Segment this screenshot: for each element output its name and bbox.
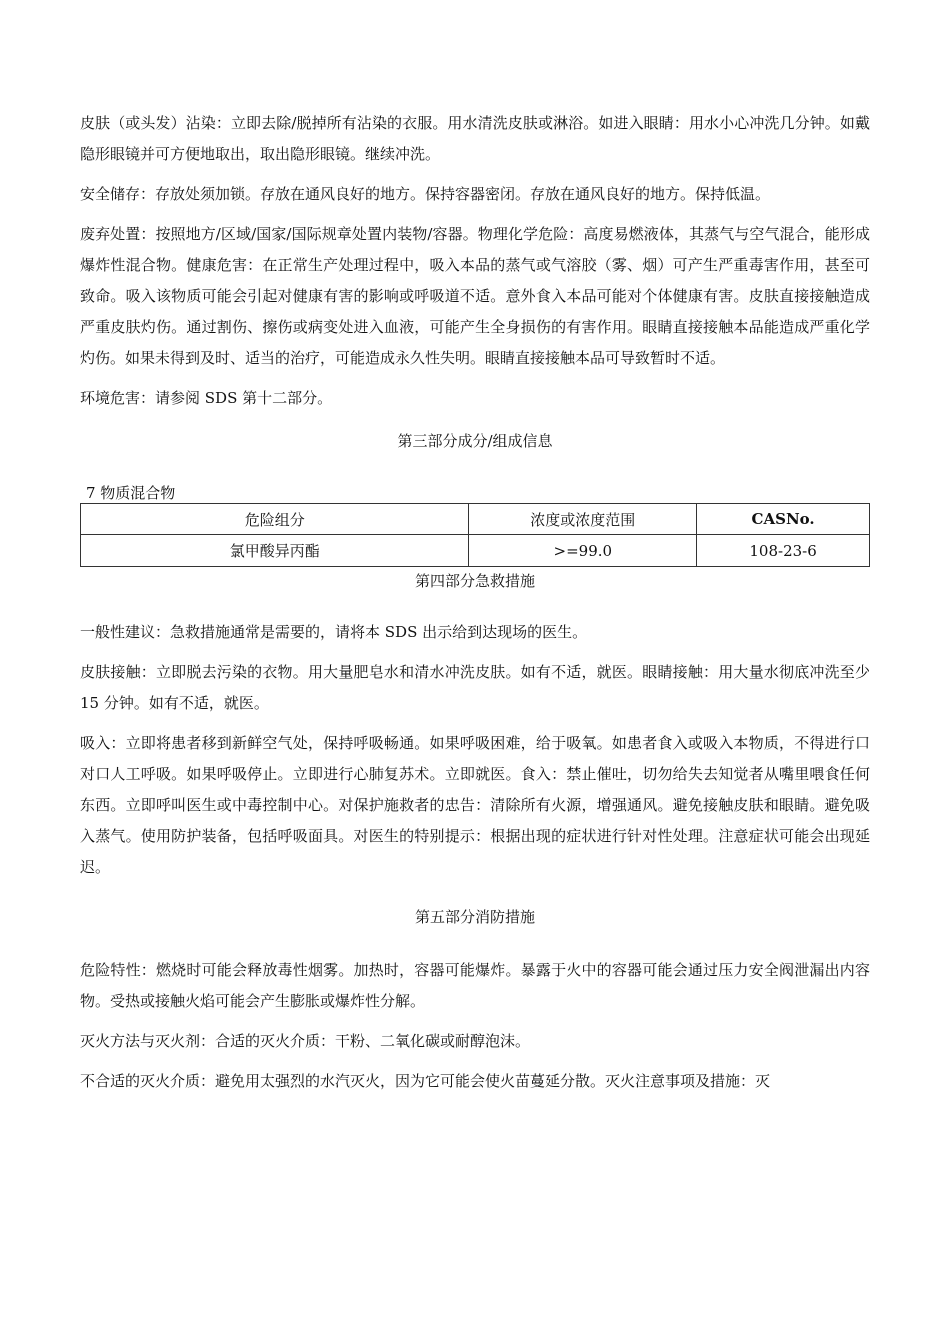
cell-cas-number: 108-23-6: [697, 535, 870, 567]
paragraph-disposal-hazards: 废弃处置：按照地方/区域/国家/国际规章处置内装物/容器。物理化学危险：高度易燃液体，其蒸气与空气混合，能形成爆炸性混合物。健康危害：在正常生产处理过程中，吸入本品的蒸气或气溶胶（雾、烟）可产生严重毒害作用，甚至可致命。吸入该物质可能会引起对健康有害的影响或呼吸道不适。意外食入本品可能对个体健康有害。皮肤直接接触造成严重皮肤灼伤。通过割伤、擦伤或病变处进入血液，可能产生全身损伤的有害作用。眼睛直接接触本品能造成严重化学灼伤。如果未得到及时、适当的治疗，可能造成永久性失明。眼睛直接接触本品可导致暂时不适。: [80, 225, 870, 367]
section3-title: 第三部分成分/组成信息: [397, 432, 553, 450]
paragraph-environmental-hazard: 环境危害：请参阅 SDS 第十二部分。: [80, 389, 333, 407]
paragraph-skin-eye-contact: 皮肤接触：立即脱去污染的衣物。用大量肥皂水和清水冲洗皮肤。如有不适，就医。眼睛接触：用大量水彻底冲洗至少 15 分钟。如有不适，就医。: [80, 663, 870, 712]
table-row: [81, 535, 870, 567]
paragraph-unsuitable-media: 不合适的灭火介质：避免用太强烈的水汽灭火，因为它可能会使火苗蔓延分散。灭火注意事项及措施：灭: [80, 1072, 771, 1090]
paragraph-safe-storage: 安全储存：存放处须加锁。存放在通风良好的地方。保持容器密闭。存放在通风良好的地方。保持低温。: [80, 185, 771, 203]
paragraph-extinguishing-media: 灭火方法与灭火剂：合适的灭火介质：干粉、二氧化碳或耐醇泡沫。: [80, 1032, 531, 1050]
table-header-row: [81, 504, 870, 535]
section5-title: 第五部分消防措施: [414, 908, 535, 926]
paragraph-general-advice: 一般性建议：急救措施通常是需要的，请将本 SDS 出示给到达现场的医生。: [80, 623, 588, 641]
composition-table: [80, 503, 870, 567]
header-cas-no: CASNo.: [697, 504, 870, 535]
table-caption: 7 物质混合物: [86, 484, 176, 502]
header-concentration: 浓度或浓度范围: [469, 504, 697, 535]
header-hazard-component: 危险组分: [81, 504, 469, 535]
document-page: [80, 108, 870, 1106]
cell-concentration: >=99.0: [469, 535, 697, 567]
paragraph-hazard-characteristics: 危险特性：燃烧时可能会释放毒性烟雾。加热时，容器可能爆炸。暴露于火中的容器可能会通过压力安全阀泄漏出内容物。受热或接触火焰可能会产生膨胀或爆炸性分解。: [80, 961, 870, 1010]
cell-component-name: 氯甲酸异丙酯: [81, 535, 469, 567]
paragraph-inhalation-ingestion: 吸入：立即将患者移到新鲜空气处，保持呼吸畅通。如果呼吸困难，给于吸氧。如患者食入或吸入本物质，不得进行口对口人工呼吸。如果呼吸停止。立即进行心肺复苏术。立即就医。食入：禁止催吐，切勿给失去知觉者从嘴里喂食任何东西。立即呼叫医生或中毒控制中心。对保护施救者的忠告：清除所有火源，增强通风。避免接触皮肤和眼睛。避免吸入蒸气。使用防护装备，包括呼吸面具。对医生的特别提示：根据出现的症状进行针对性处理。注意症状可能会出现延迟。: [80, 734, 870, 876]
section4-title: 第四部分急救措施: [414, 572, 535, 590]
paragraph-skin-contamination: 皮肤（或头发）沾染：立即去除/脱掉所有沾染的衣服。用水清洗皮肤或淋浴。如进入眼睛：用水小心冲洗几分钟。如戴隐形眼镜并可方便地取出，取出隐形眼镜。继续冲洗。: [80, 114, 870, 163]
